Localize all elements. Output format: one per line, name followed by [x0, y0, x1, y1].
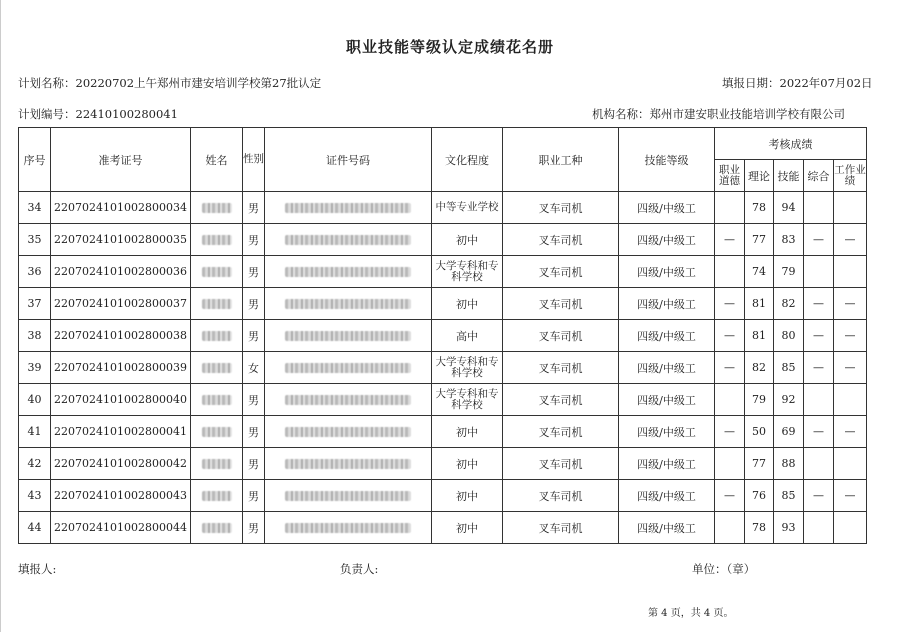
cell-skill: 88 — [774, 448, 804, 480]
cell-comprehensive — [804, 384, 834, 416]
cell-theory: 78 — [745, 192, 774, 224]
cell-skill: 93 — [774, 512, 804, 544]
cell-education: 初中 — [432, 512, 503, 544]
cell-level: 四级/中级工 — [619, 416, 715, 448]
cell-performance — [834, 256, 867, 288]
cell-performance — [834, 192, 867, 224]
redacted-id-number — [285, 299, 411, 309]
cell-skill: 92 — [774, 384, 804, 416]
redacted-id-number — [285, 523, 411, 533]
cell-theory: 82 — [745, 352, 774, 384]
redacted-name — [202, 235, 232, 245]
cell-skill: 69 — [774, 416, 804, 448]
cell-education: 大学专科和专科学校 — [432, 384, 503, 416]
cell-name — [191, 512, 243, 544]
cell-gender: 男 — [243, 192, 265, 224]
table-row — [19, 384, 867, 416]
cell-ethics — [715, 512, 745, 544]
cell-education: 初中 — [432, 416, 503, 448]
organization-name: 机构名称：郑州市建安职业技能培训学校有限公司 — [592, 107, 845, 121]
cell-gender: 男 — [243, 256, 265, 288]
redacted-id-number — [285, 331, 411, 341]
cell-exam-no: 2207024101002800044 — [51, 512, 191, 544]
header-exam-no: 准考证号 — [51, 128, 191, 192]
cell-exam-no: 2207024101002800039 — [51, 352, 191, 384]
cell-exam-no: 2207024101002800040 — [51, 384, 191, 416]
cell-id-no — [265, 320, 432, 352]
cell-ethics — [715, 384, 745, 416]
table-row — [19, 320, 867, 352]
cell-id-no — [265, 512, 432, 544]
cell-ethics: — — [715, 224, 745, 256]
header-skill: 技能 — [774, 160, 804, 192]
cell-comprehensive — [804, 192, 834, 224]
cell-level: 四级/中级工 — [619, 480, 715, 512]
cell-education: 高中 — [432, 320, 503, 352]
cell-ethics — [715, 256, 745, 288]
cell-id-no — [265, 224, 432, 256]
cell-comprehensive: — — [804, 480, 834, 512]
cell-name — [191, 352, 243, 384]
cell-seq: 36 — [19, 256, 51, 288]
header-name: 姓名 — [191, 128, 243, 192]
cell-ethics — [715, 192, 745, 224]
cell-seq: 37 — [19, 288, 51, 320]
table-row — [19, 352, 867, 384]
cell-skill: 83 — [774, 224, 804, 256]
cell-occupation: 叉车司机 — [503, 416, 619, 448]
cell-seq: 40 — [19, 384, 51, 416]
cell-gender: 男 — [243, 224, 265, 256]
cell-seq: 41 — [19, 416, 51, 448]
redacted-id-number — [285, 395, 411, 405]
cell-performance: — — [834, 480, 867, 512]
cell-performance — [834, 384, 867, 416]
cell-theory: 77 — [745, 224, 774, 256]
cell-exam-no: 2207024101002800042 — [51, 448, 191, 480]
cell-performance: — — [834, 352, 867, 384]
redacted-name — [202, 523, 232, 533]
cell-occupation: 叉车司机 — [503, 352, 619, 384]
cell-ethics: — — [715, 480, 745, 512]
cell-exam-no: 2207024101002800034 — [51, 192, 191, 224]
cell-level: 四级/中级工 — [619, 352, 715, 384]
header-occupation: 职业工种 — [503, 128, 619, 192]
cell-exam-no: 2207024101002800035 — [51, 224, 191, 256]
cell-occupation: 叉车司机 — [503, 512, 619, 544]
cell-comprehensive: — — [804, 224, 834, 256]
cell-performance — [834, 512, 867, 544]
cell-theory: 74 — [745, 256, 774, 288]
cell-seq: 34 — [19, 192, 51, 224]
cell-gender: 男 — [243, 480, 265, 512]
header-level: 技能等级 — [619, 128, 715, 192]
cell-exam-no: 2207024101002800043 — [51, 480, 191, 512]
cell-gender: 男 — [243, 384, 265, 416]
cell-theory: 77 — [745, 448, 774, 480]
redacted-name — [202, 491, 232, 501]
cell-occupation: 叉车司机 — [503, 384, 619, 416]
cell-theory: 50 — [745, 416, 774, 448]
cell-occupation: 叉车司机 — [503, 224, 619, 256]
footer-responsible: 负责人: — [340, 562, 379, 576]
table-row — [19, 480, 867, 512]
cell-performance: — — [834, 288, 867, 320]
cell-occupation: 叉车司机 — [503, 192, 619, 224]
cell-skill: 94 — [774, 192, 804, 224]
cell-ethics: — — [715, 416, 745, 448]
cell-id-no — [265, 416, 432, 448]
cell-gender: 男 — [243, 416, 265, 448]
footer-unit: 单位：（章） — [692, 562, 756, 576]
redacted-name — [202, 395, 232, 405]
page-number: 第 4 页，共 4 页。 — [648, 608, 734, 619]
cell-skill: 79 — [774, 256, 804, 288]
cell-comprehensive — [804, 512, 834, 544]
plan-number: 计划编号：22410100280041 — [18, 107, 178, 121]
cell-name — [191, 256, 243, 288]
cell-level: 四级/中级工 — [619, 448, 715, 480]
header-ethics: 职业道德 — [715, 160, 745, 192]
table-row — [19, 416, 867, 448]
cell-gender: 男 — [243, 320, 265, 352]
table-row — [19, 448, 867, 480]
redacted-id-number — [285, 459, 411, 469]
redacted-id-number — [285, 491, 411, 501]
cell-education: 中等专业学校 — [432, 192, 503, 224]
cell-seq: 39 — [19, 352, 51, 384]
cell-performance: — — [834, 224, 867, 256]
redacted-id-number — [285, 427, 411, 437]
cell-theory: 81 — [745, 288, 774, 320]
redacted-name — [202, 203, 232, 213]
table-row — [19, 256, 867, 288]
cell-id-no — [265, 480, 432, 512]
cell-comprehensive: — — [804, 320, 834, 352]
cell-education: 初中 — [432, 224, 503, 256]
cell-comprehensive: — — [804, 288, 834, 320]
redacted-name — [202, 331, 232, 341]
cell-comprehensive — [804, 256, 834, 288]
header-theory: 理论 — [745, 160, 774, 192]
cell-theory: 76 — [745, 480, 774, 512]
cell-ethics — [715, 448, 745, 480]
cell-seq: 38 — [19, 320, 51, 352]
cell-name — [191, 448, 243, 480]
cell-performance: — — [834, 320, 867, 352]
cell-comprehensive: — — [804, 416, 834, 448]
cell-seq: 44 — [19, 512, 51, 544]
header-scores: 考核成绩 — [715, 128, 867, 160]
cell-performance: — — [834, 416, 867, 448]
cell-comprehensive — [804, 448, 834, 480]
fill-date: 填报日期：2022年07月02日 — [722, 76, 873, 90]
cell-id-no — [265, 384, 432, 416]
cell-skill: 80 — [774, 320, 804, 352]
plan-name: 计划名称：20220702上午郑州市建安培训学校第27批认定 — [18, 76, 322, 90]
cell-name — [191, 224, 243, 256]
cell-level: 四级/中级工 — [619, 288, 715, 320]
redacted-name — [202, 427, 232, 437]
page-edge — [0, 0, 1, 632]
cell-exam-no: 2207024101002800037 — [51, 288, 191, 320]
cell-level: 四级/中级工 — [619, 192, 715, 224]
footer-filler: 填报人: — [18, 562, 57, 576]
redacted-name — [202, 363, 232, 373]
table-body — [19, 192, 867, 544]
table-row — [19, 192, 867, 224]
cell-education: 初中 — [432, 480, 503, 512]
cell-gender: 男 — [243, 288, 265, 320]
cell-ethics: — — [715, 320, 745, 352]
cell-level: 四级/中级工 — [619, 224, 715, 256]
cell-theory: 78 — [745, 512, 774, 544]
cell-gender: 女 — [243, 352, 265, 384]
cell-name — [191, 320, 243, 352]
header-education: 文化程度 — [432, 128, 503, 192]
cell-occupation: 叉车司机 — [503, 480, 619, 512]
cell-education: 大学专科和专科学校 — [432, 352, 503, 384]
header-seq: 序号 — [19, 128, 51, 192]
cell-occupation: 叉车司机 — [503, 320, 619, 352]
redacted-id-number — [285, 203, 411, 213]
header-gender: 性别 — [243, 128, 265, 192]
cell-id-no — [265, 448, 432, 480]
cell-ethics: — — [715, 352, 745, 384]
cell-name — [191, 416, 243, 448]
document-title: 职业技能等级认定成绩花名册 — [345, 38, 554, 56]
score-table — [18, 127, 867, 544]
cell-education: 初中 — [432, 448, 503, 480]
header-comprehensive: 综合 — [804, 160, 834, 192]
cell-gender: 男 — [243, 512, 265, 544]
cell-theory: 81 — [745, 320, 774, 352]
cell-name — [191, 288, 243, 320]
cell-name — [191, 384, 243, 416]
cell-id-no — [265, 352, 432, 384]
redacted-name — [202, 299, 232, 309]
redacted-name — [202, 459, 232, 469]
cell-id-no — [265, 192, 432, 224]
cell-skill: 82 — [774, 288, 804, 320]
cell-occupation: 叉车司机 — [503, 448, 619, 480]
cell-seq: 35 — [19, 224, 51, 256]
cell-education: 初中 — [432, 288, 503, 320]
cell-exam-no: 2207024101002800036 — [51, 256, 191, 288]
redacted-id-number — [285, 267, 411, 277]
table-row — [19, 288, 867, 320]
cell-id-no — [265, 256, 432, 288]
header-id-no: 证件号码 — [265, 128, 432, 192]
cell-comprehensive: — — [804, 352, 834, 384]
cell-occupation: 叉车司机 — [503, 256, 619, 288]
header-performance: 工作业绩 — [834, 160, 867, 192]
cell-name — [191, 480, 243, 512]
cell-seq: 43 — [19, 480, 51, 512]
cell-skill: 85 — [774, 480, 804, 512]
cell-id-no — [265, 288, 432, 320]
table-row — [19, 512, 867, 544]
cell-level: 四级/中级工 — [619, 512, 715, 544]
cell-exam-no: 2207024101002800038 — [51, 320, 191, 352]
cell-gender: 男 — [243, 448, 265, 480]
cell-exam-no: 2207024101002800041 — [51, 416, 191, 448]
redacted-id-number — [285, 363, 411, 373]
cell-performance — [834, 448, 867, 480]
redacted-id-number — [285, 235, 411, 245]
cell-ethics: — — [715, 288, 745, 320]
table-row — [19, 224, 867, 256]
cell-theory: 79 — [745, 384, 774, 416]
cell-occupation: 叉车司机 — [503, 288, 619, 320]
cell-level: 四级/中级工 — [619, 384, 715, 416]
cell-skill: 85 — [774, 352, 804, 384]
cell-level: 四级/中级工 — [619, 320, 715, 352]
cell-seq: 42 — [19, 448, 51, 480]
cell-education: 大学专科和专科学校 — [432, 256, 503, 288]
cell-level: 四级/中级工 — [619, 256, 715, 288]
cell-name — [191, 192, 243, 224]
redacted-name — [202, 267, 232, 277]
